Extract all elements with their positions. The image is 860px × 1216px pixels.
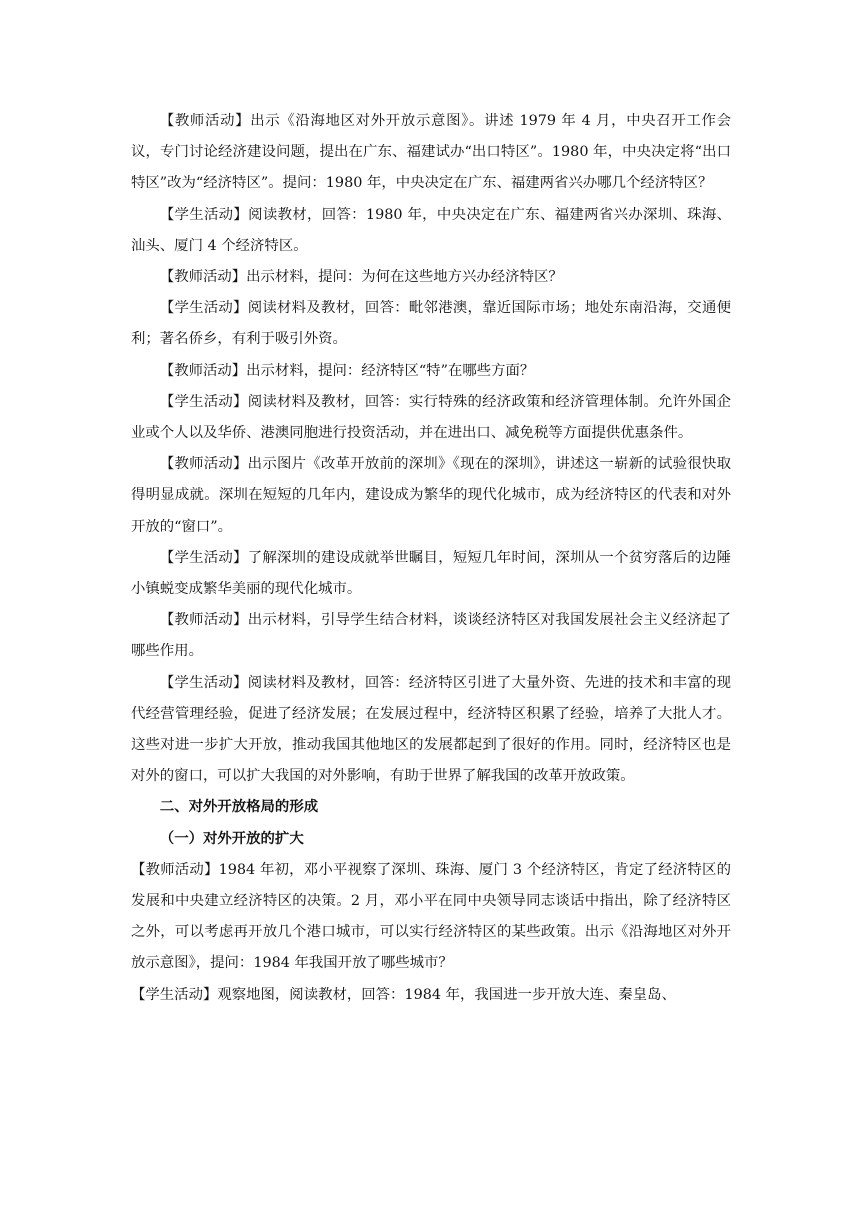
paragraph-student-activity-5: 【学生活动】阅读材料及教材，回答：经济特区引进了大量外资、先进的技术和丰富的现代经营管理经验，促进了经济发展；在发展过程中，经济特区积累了经验，培养了大批人才。这些对进一步扩大开放，推动我国其他地区的发展都起到了很好的作用。同时，经济特区也是对外的窗口，可以扩大我国的对外影响，有助于世界了解我国的改革开放政策。 [131,674,731,785]
paragraph-teacher-activity-1: 【教师活动】出示《沿海地区对外开放示意图》。讲述 1979 年 4 月，中央召开工作会议，专门讨论经济建设问题，提出在广东、福建试办“出口特区”。1980 年，中央决定将“出口特区”改为“经济特区”。提问：1980 年，中央决定在广东、福建两省兴办哪几个经济特区？ [131,113,731,192]
paragraph-student-activity-6: 【学生活动】观察地图，阅读教材，回答：1984 年，我国进一步开放大连、秦皇岛、 [131,986,676,1003]
section-heading: 二、对外开放格局的形成 [159,799,319,816]
paragraph-student-activity-4: 【学生活动】了解深圳的建设成就举世瞩目，短短几年时间，深圳从一个贫穷落后的边陲小镇蜕变成繁华美丽的现代化城市。 [131,549,731,598]
paragraph-student-activity-3: 【学生活动】阅读材料及教材，回答：实行特殊的经济政策和经济管理体制。允许外国企业或个人以及华侨、港澳同胞进行投资活动，并在进出口、减免税等方面提供优惠条件。 [131,393,731,442]
paragraph-teacher-activity-2: 【教师活动】出示材料，提问：为何在这些地方兴办经济特区？ [159,269,563,286]
paragraph-student-activity-2: 【学生活动】阅读材料及教材，回答：毗邻港澳，靠近国际市场；地处东南沿海，交通便利；著名侨乡，有利于吸引外资。 [131,300,731,348]
paragraph-teacher-activity-3: 【教师活动】出示材料，提问：经济特区“特”在哪些方面？ [159,362,535,379]
document-page [131,106,731,1011]
paragraph-teacher-activity-5: 【教师活动】出示材料，引导学生结合材料，谈谈经济特区对我国发展社会主义经济起了哪些作用。 [131,612,731,660]
paragraph-student-activity-1: 【学生活动】阅读教材，回答：1980 年，中央决定在广东、福建两省兴办深圳、珠海、汕头、厦门 4 个经济特区。 [131,206,731,254]
paragraph-teacher-activity-4: 【教师活动】出示图片《改革开放前的深圳》《现在的深圳》，讲述这一崭新的试验很快取得明显成就。深圳在短短的几年内，建设成为繁华的现代化城市，成为经济特区的代表和对外开放的“窗口”。 [131,456,731,535]
subsection-heading: （一）对外开放的扩大 [159,830,304,847]
paragraph-teacher-activity-6: 【教师活动】1984 年初，邓小平视察了深圳、珠海、厦门 3 个经济特区，肯定了经济特区的发展和中央建立经济特区的决策。2 月，邓小平在同中央领导同志谈话中指出，除了经济特区之外，可以考虑再开放几个港口城市，可以实行经济特区的某些政策。出示《沿海地区对外开放示意图》，提问：1984 年我国开放了哪些城市？ [131,861,731,972]
